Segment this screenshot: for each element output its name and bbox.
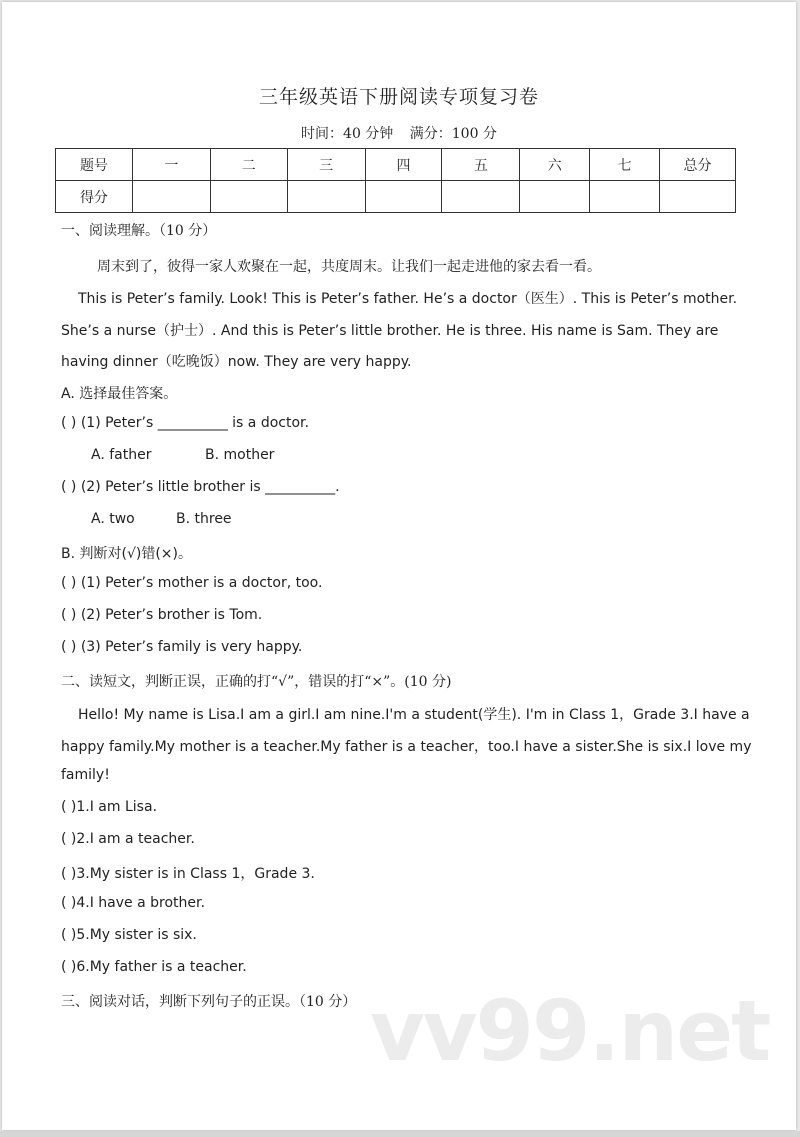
score-table-header-cell: 总分 — [660, 149, 736, 181]
score-cell — [365, 181, 442, 213]
section2-item: ( )5.My sister is six. — [61, 927, 197, 943]
score-cell — [287, 181, 365, 213]
score-table-header-cell: 二 — [210, 149, 287, 181]
partA-question-1: ( ) (1) Peter’s __________ is a doctor. — [61, 415, 309, 431]
partA-q2-option-a: A. two — [91, 511, 135, 527]
section2-heading: 二、读短文，判断正误，正确的打“√”，错误的打“×”。(10 分) — [61, 674, 452, 690]
section2-item: ( )2.I am a teacher. — [61, 831, 195, 847]
score-table-header-cell: 六 — [520, 149, 590, 181]
section2-passage-line: Hello! My name is Lisa.I am a girl.I am nine.I'm a student(学生). I'm in Class 1，Grade 3.I have a — [78, 707, 750, 723]
partA-q2-option-b: B. three — [176, 511, 232, 527]
section1-passage-line: having dinner（吃晚饭）now. They are very happy. — [61, 354, 412, 370]
partB-item: ( ) (1) Peter’s mother is a doctor, too. — [61, 575, 323, 591]
exam-time: 时间：40 分钟 — [301, 126, 394, 142]
score-table-header-cell: 题号 — [56, 149, 133, 181]
partB-item: ( ) (3) Peter’s family is very happy. — [61, 639, 303, 655]
section2-item: ( )1.I am Lisa. — [61, 799, 157, 815]
section2-item: ( )4.I have a brother. — [61, 895, 205, 911]
score-table-score-row — [56, 181, 736, 213]
score-cell — [442, 181, 520, 213]
score-cell — [132, 181, 210, 213]
section1-passage-line: This is Peter’s family. Look! This is Peter’s father. He’s a doctor（医生）. This is Peter’s mother. — [78, 291, 738, 307]
section2-passage-line: family! — [61, 767, 110, 783]
page-bottom-edge — [0, 1131, 800, 1137]
section2-passage-line: happy family.My mother is a teacher.My father is a teacher，too.I have a sister.She is six.I love my — [61, 739, 752, 755]
section2-item: ( )3.My sister is in Class 1，Grade 3. — [61, 866, 315, 882]
exam-full-score: 满分：100 分 — [409, 126, 497, 142]
score-row-label: 得分 — [56, 181, 133, 213]
partA-q1-option-a: A. father — [91, 447, 152, 463]
score-cell — [590, 181, 660, 213]
score-table-header-cell: 七 — [590, 149, 660, 181]
section1-passage-line: She’s a nurse（护士）. And this is Peter’s little brother. He is three. His name is Sam. They are — [61, 323, 719, 339]
score-table-header-cell: 一 — [132, 149, 210, 181]
partA-q1-option-b: B. mother — [205, 447, 275, 463]
exam-info — [2, 123, 796, 143]
section3-heading: 三、阅读对话，判断下列句子的正误。（10 分） — [61, 994, 357, 1010]
page-title: 三年级英语下册阅读专项复习卷 — [258, 86, 539, 108]
partA-heading: A. 选择最佳答案。 — [61, 386, 178, 402]
document-page — [2, 2, 796, 1130]
section1-heading: 一、阅读理解。（10 分） — [61, 223, 217, 239]
section2-item: ( )6.My father is a teacher. — [61, 959, 247, 975]
score-table-header-row — [56, 149, 736, 181]
watermark-logo: vv99.net — [370, 982, 770, 1080]
partA-question-2: ( ) (2) Peter’s little brother is __________. — [61, 479, 340, 495]
score-cell — [520, 181, 590, 213]
score-table-header-cell: 三 — [287, 149, 365, 181]
section1-intro: 周末到了，彼得一家人欢聚在一起，共度周末。让我们一起走进他的家去看一看。 — [97, 259, 601, 275]
score-cell — [210, 181, 287, 213]
score-table — [55, 148, 736, 213]
score-table-header-cell: 五 — [442, 149, 520, 181]
score-table-header-cell: 四 — [365, 149, 442, 181]
partB-heading: B. 判断对(√)错(×)。 — [61, 546, 193, 562]
partB-item: ( ) (2) Peter’s brother is Tom. — [61, 607, 263, 623]
score-cell — [660, 181, 736, 213]
